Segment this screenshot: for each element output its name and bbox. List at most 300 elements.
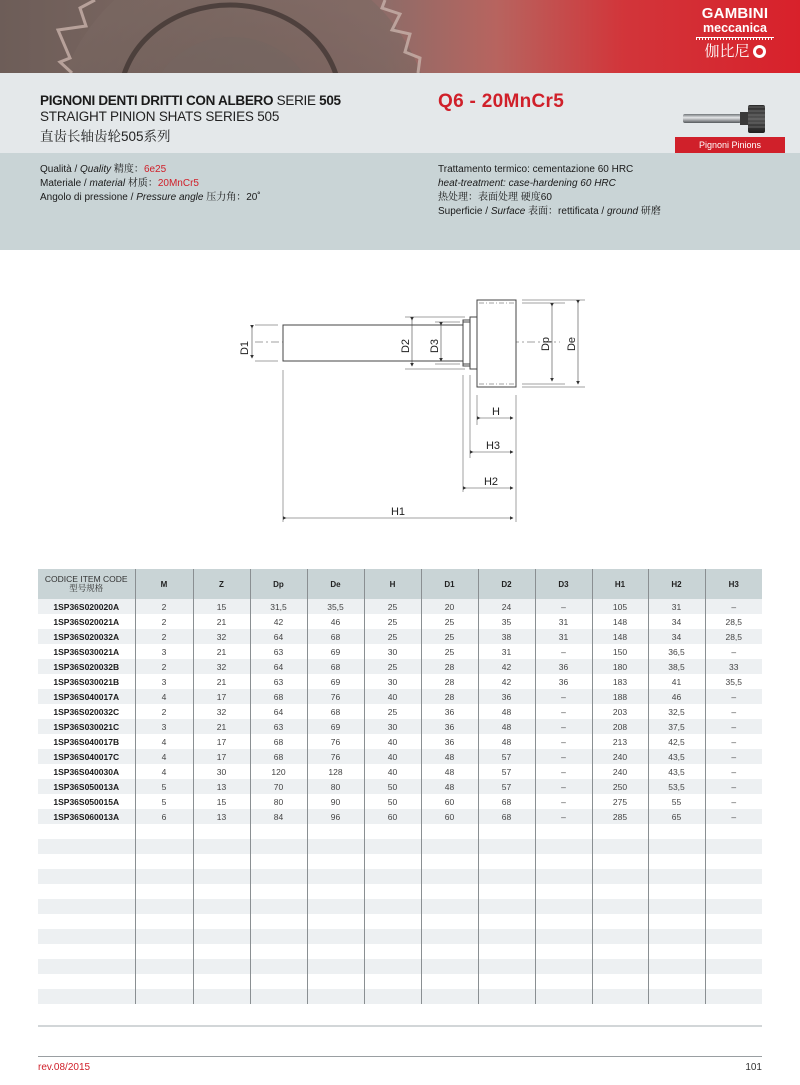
table-cell: 68 [250,689,307,704]
table-row [38,614,762,629]
empty-cell [535,824,592,839]
empty-table-row [38,929,762,944]
empty-cell [38,839,135,854]
table-cell: – [535,644,592,659]
empty-cell [648,884,705,899]
empty-cell [478,989,535,1004]
empty-cell [705,929,762,944]
table-cell: 48 [421,764,478,779]
table-cell: – [705,644,762,659]
empty-cell [250,989,307,1004]
header-banner-image [0,0,800,73]
technical-drawing [220,280,600,530]
table-cell: 35,5 [705,674,762,689]
spec-quality: Qualità / Quality 精度：6e25 [40,164,167,175]
brand-logo [694,6,776,60]
empty-cell [648,839,705,854]
table-cell: 65 [648,809,705,824]
table-cell: 3 [135,719,193,734]
empty-cell [478,914,535,929]
empty-cell [364,959,421,974]
table-cell: 3 [135,644,193,659]
category-badge: Pignoni Pinions [675,137,785,153]
table-row [38,704,762,719]
table-cell: 35 [478,614,535,629]
empty-cell [135,944,193,959]
table-cell: 36,5 [648,644,705,659]
empty-table-row [38,884,762,899]
table-cell: 40 [364,764,421,779]
empty-cell [135,959,193,974]
empty-cell [535,899,592,914]
table-cell: 128 [307,764,364,779]
brand-rack-divider [696,37,774,40]
empty-cell [592,869,648,884]
empty-cell [193,959,250,974]
dim-label-d1: D1 [239,340,251,356]
empty-cell [648,824,705,839]
empty-cell [135,824,193,839]
empty-cell [250,869,307,884]
table-cell: 36 [421,704,478,719]
empty-table-row [38,959,762,974]
table-cell: – [535,719,592,734]
table-row [38,689,762,704]
table-cell: 36 [421,719,478,734]
item-code-cell: 1SP36S030021C [38,719,135,734]
table-cell: 28 [421,659,478,674]
table-cell: 84 [250,809,307,824]
empty-cell [38,899,135,914]
table-cell: 68 [307,629,364,644]
empty-cell [250,974,307,989]
table-cell: 42,5 [648,734,705,749]
table-cell: 48 [421,779,478,794]
column-header-d3: D3 [535,569,592,599]
empty-cell [705,824,762,839]
empty-cell [364,944,421,959]
table-cell: 31,5 [250,599,307,614]
table-cell: 28,5 [705,614,762,629]
quality-material-heading: Q6 - 20MnCr5 [438,91,565,112]
table-cell: 43,5 [648,764,705,779]
table-row [38,779,762,794]
table-cell: 32 [193,659,250,674]
empty-cell [193,854,250,869]
table-cell: – [535,779,592,794]
empty-cell [648,899,705,914]
table-cell: 17 [193,749,250,764]
table-cell: 37,5 [648,719,705,734]
table-cell: 31 [535,614,592,629]
column-header-h3: H3 [705,569,762,599]
table-cell: – [535,809,592,824]
empty-cell [421,914,478,929]
table-cell: 2 [135,599,193,614]
empty-cell [38,974,135,989]
page-number: 101 [745,1062,762,1073]
table-row [38,674,762,689]
table-cell: 48 [478,734,535,749]
column-header-d2: D2 [478,569,535,599]
empty-cell [135,929,193,944]
table-cell: 25 [421,629,478,644]
empty-table-row [38,854,762,869]
empty-cell [478,929,535,944]
empty-table-row [38,944,762,959]
table-cell: 36 [478,689,535,704]
empty-cell [705,884,762,899]
empty-cell [648,914,705,929]
empty-cell [38,824,135,839]
table-cell: 3 [135,674,193,689]
table-cell: 21 [193,719,250,734]
table-cell: 21 [193,674,250,689]
table-cell: 25 [364,629,421,644]
table-cell: – [535,734,592,749]
column-header-item-code [38,569,135,599]
empty-cell [478,884,535,899]
table-cell: 31 [648,599,705,614]
table-cell: 64 [250,704,307,719]
empty-cell [535,854,592,869]
dim-label-h3: H3 [485,440,501,452]
table-cell: 13 [193,779,250,794]
empty-cell [592,944,648,959]
empty-cell [250,899,307,914]
table-cell: 24 [478,599,535,614]
dim-label-h2: H2 [483,476,499,488]
table-cell: 53,5 [648,779,705,794]
table-cell: 4 [135,764,193,779]
item-code-cell: 1SP36S060013A [38,809,135,824]
dim-label-dp: Dp [540,336,552,352]
table-cell: 105 [592,599,648,614]
empty-cell [250,944,307,959]
empty-table-row [38,914,762,929]
table-row [38,659,762,674]
empty-cell [535,884,592,899]
title-italian [40,93,341,108]
table-cell: 57 [478,749,535,764]
empty-cell [250,929,307,944]
empty-cell [193,944,250,959]
empty-cell [535,929,592,944]
table-cell: 46 [307,614,364,629]
table-cell: 55 [648,794,705,809]
column-header-dp: Dp [250,569,307,599]
table-cell: 60 [421,794,478,809]
empty-cell [38,884,135,899]
empty-cell [364,854,421,869]
empty-cell [307,824,364,839]
empty-cell [307,959,364,974]
table-cell: – [705,794,762,809]
empty-cell [193,869,250,884]
empty-cell [592,854,648,869]
empty-cell [38,989,135,1004]
table-cell: 35,5 [307,599,364,614]
empty-cell [592,959,648,974]
table-row [38,599,762,614]
item-code-cell: 1SP36S050015A [38,794,135,809]
table-cell: – [705,809,762,824]
table-cell: 60 [421,809,478,824]
table-cell: 64 [250,629,307,644]
table-cell: 180 [592,659,648,674]
empty-cell [592,929,648,944]
table-cell: 70 [250,779,307,794]
empty-cell [135,854,193,869]
table-cell: 2 [135,629,193,644]
table-cell: 275 [592,794,648,809]
dim-label-h1: H1 [390,506,406,518]
table-cell: 150 [592,644,648,659]
title-chinese: 直齿长轴齿轮505系列 [40,129,171,144]
table-cell: 48 [421,749,478,764]
column-header-h1: H1 [592,569,648,599]
empty-cell [135,884,193,899]
empty-cell [135,914,193,929]
table-cell: 76 [307,734,364,749]
gear-photo-icon [0,0,560,73]
empty-cell [592,839,648,854]
table-cell: 90 [307,794,364,809]
title-italian-series-number: 505 [319,93,341,108]
empty-cell [535,914,592,929]
spec-heat-treatment-it: Trattamento termico: cementazione 60 HRC [438,164,634,175]
spec-band [0,153,800,250]
empty-cell [421,884,478,899]
table-header-row [38,569,762,599]
empty-cell [535,959,592,974]
empty-cell [705,839,762,854]
table-cell: 25 [364,659,421,674]
table-row [38,794,762,809]
column-header-h2: H2 [648,569,705,599]
empty-cell [648,989,705,1004]
table-cell: 30 [364,674,421,689]
table-row [38,719,762,734]
item-code-cell: 1SP36S020020A [38,599,135,614]
table-cell: 76 [307,749,364,764]
empty-cell [193,824,250,839]
table-cell: – [705,779,762,794]
column-header-label: CODICE ITEM CODE [44,574,128,584]
empty-cell [364,974,421,989]
table-cell: 36 [535,674,592,689]
empty-cell [421,959,478,974]
table-cell: 25 [421,614,478,629]
item-code-cell: 1SP36S040030A [38,764,135,779]
spec-heat-treatment-cn: 热处理：表面处理 硬度60 [438,192,552,203]
table-cell: 57 [478,764,535,779]
table-cell: 46 [648,689,705,704]
table-cell: 20 [421,599,478,614]
table-cell: 34 [648,629,705,644]
title-band [0,73,800,153]
empty-cell [478,959,535,974]
empty-cell [250,839,307,854]
item-code-cell: 1SP36S040017B [38,734,135,749]
spec-material-value: 20MnCr5 [157,178,199,189]
table-cell: 4 [135,689,193,704]
table-cell: 183 [592,674,648,689]
table-cell: 68 [307,704,364,719]
table-cell: 28 [421,674,478,689]
table-cell: – [705,689,762,704]
table-cell: 69 [307,719,364,734]
spec-pressure-angle-value: 20˚ [246,192,261,203]
table-cell: 63 [250,674,307,689]
table-cell: 42 [478,659,535,674]
table-cell: 80 [307,779,364,794]
empty-cell [535,839,592,854]
table-cell: 38,5 [648,659,705,674]
table-cell: 203 [592,704,648,719]
spec-material: Materiale / material 材质：20MnCr5 [40,178,199,189]
table-cell: 68 [307,659,364,674]
table-cell: 4 [135,749,193,764]
empty-cell [250,959,307,974]
empty-cell [135,899,193,914]
table-cell: 69 [307,674,364,689]
empty-cell [307,854,364,869]
empty-table-row [38,824,762,839]
table-cell: 48 [478,704,535,719]
empty-cell [421,944,478,959]
table-cell: 64 [250,659,307,674]
table-cell: 42 [478,674,535,689]
empty-cell [705,899,762,914]
empty-cell [478,899,535,914]
brand-subtitle: meccanica [703,21,767,35]
empty-cell [307,869,364,884]
table-cell: 32 [193,704,250,719]
column-header-z: Z [193,569,250,599]
table-cell: 213 [592,734,648,749]
table-cell: 40 [364,689,421,704]
table-cell: 43,5 [648,749,705,764]
table-cell: 2 [135,704,193,719]
table-cell: 15 [193,794,250,809]
empty-table-row [38,899,762,914]
dim-label-d2: D2 [400,338,412,354]
item-code-cell: 1SP36S020032A [38,629,135,644]
table-cell: 188 [592,689,648,704]
empty-cell [421,974,478,989]
revision-label: rev.08/2015 [38,1062,91,1073]
empty-cell [135,869,193,884]
table-row [38,809,762,824]
product-table [38,569,762,1004]
table-cell: 25 [421,644,478,659]
table-cell: 63 [250,644,307,659]
empty-table-row [38,869,762,884]
empty-cell [364,884,421,899]
table-cell: 38 [478,629,535,644]
table-cell: 50 [364,779,421,794]
table-cell: – [535,794,592,809]
column-header-label-cn: 型号规格 [69,583,104,593]
empty-cell [478,839,535,854]
empty-cell [478,974,535,989]
pinion-shaft-product-icon [678,98,783,136]
empty-cell [38,959,135,974]
item-code-cell: 1SP36S030021B [38,674,135,689]
empty-cell [478,854,535,869]
empty-cell [421,824,478,839]
empty-cell [648,944,705,959]
table-cell: 33 [705,659,762,674]
table-cell: 250 [592,779,648,794]
empty-cell [250,914,307,929]
table-cell: 30 [364,719,421,734]
table-cell: 208 [592,719,648,734]
table-cell: 48 [478,719,535,734]
empty-cell [421,989,478,1004]
empty-cell [421,839,478,854]
table-cell: 36 [535,659,592,674]
table-row [38,629,762,644]
table-cell: 15 [193,599,250,614]
table-row [38,764,762,779]
table-cell: 5 [135,794,193,809]
item-code-cell: 1SP36S030021A [38,644,135,659]
table-cell: 34 [648,614,705,629]
empty-cell [592,914,648,929]
empty-cell [364,839,421,854]
table-cell: 5 [135,779,193,794]
empty-cell [648,929,705,944]
table-cell: 17 [193,734,250,749]
table-cell: – [535,764,592,779]
empty-cell [421,869,478,884]
brand-chinese-name: 伽比尼 [704,43,750,60]
table-cell: 68 [250,734,307,749]
item-code-cell: 1SP36S020032B [38,659,135,674]
table-cell: 41 [648,674,705,689]
spec-quality-value: 6e25 [143,164,167,175]
empty-cell [135,974,193,989]
table-cell: 31 [535,629,592,644]
empty-cell [592,824,648,839]
table-row [38,749,762,764]
empty-cell [705,944,762,959]
spec-pressure-angle: Angolo di pressione / Pressure angle 压力角：20˚ [40,192,261,203]
table-cell: 2 [135,659,193,674]
table-cell: 25 [364,599,421,614]
title-italian-bold: PIGNONI DENTI DRITTI CON ALBERO [40,93,274,108]
table-cell: 32,5 [648,704,705,719]
table-cell: 148 [592,629,648,644]
table-row [38,644,762,659]
empty-cell [38,854,135,869]
title-english: STRAIGHT PINION SHATS SERIES 505 [40,109,280,124]
empty-table-row [38,839,762,854]
table-cell: 28,5 [705,629,762,644]
table-cell: 120 [250,764,307,779]
table-cell: 50 [364,794,421,809]
empty-cell [135,989,193,1004]
table-cell: 285 [592,809,648,824]
table-cell: 31 [478,644,535,659]
table-cell: 240 [592,764,648,779]
table-cell: 17 [193,689,250,704]
table-cell: 63 [250,719,307,734]
table-cell: 28 [421,689,478,704]
cog-icon [753,45,766,58]
